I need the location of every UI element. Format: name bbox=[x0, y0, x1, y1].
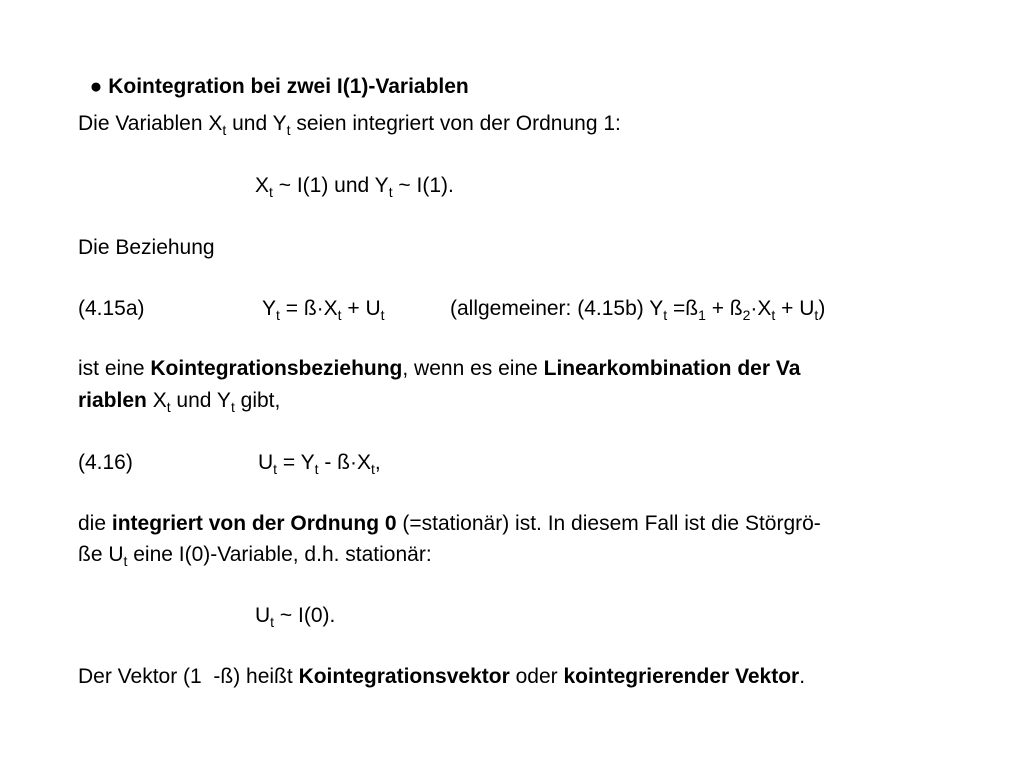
equation-integration-order: $X_t$ ~ I(1) und $Y_t$ ~ I(1). bbox=[255, 174, 454, 200]
equation-4-15b-general: (allgemeiner: (4.15b) $Y_t$ $=ß_1$ + $ß_2\cdot X_t + U_t$) bbox=[450, 297, 826, 323]
equation-4-16-label: (4.16) bbox=[78, 451, 133, 474]
equation-4-16: $U_t = Y_t$ - $ß\cdot X_t$, bbox=[258, 451, 381, 477]
section-heading bbox=[78, 48, 469, 100]
paragraph-cointegration-line2: riablen $X_t$ und $Y_t$ gibt, bbox=[78, 389, 281, 415]
paragraph-variables: Die Variablen $X_t$ und $Y_t$ seien integriert von der Ordnung 1: bbox=[78, 112, 621, 138]
equation-4-15a: $Y_t$ = $ß\cdot X_t + U_t$ bbox=[262, 297, 385, 323]
equation-4-15a-label: (4.15a) bbox=[78, 297, 145, 320]
paragraph-cointegration-vector: Der Vektor (1 -ß) heißt Kointegrationsvektor oder kointegrierender Vektor. bbox=[78, 665, 806, 688]
bullet-icon: ● bbox=[89, 75, 103, 98]
paragraph-relation: Die Beziehung bbox=[78, 236, 215, 259]
paragraph-stationarity-line2: ße $U_t$ eine I(0)-Variable, d.h. stationär: bbox=[78, 543, 432, 569]
paragraph-cointegration-line1: ist eine Kointegrationsbeziehung, wenn es eine Linearkombination der Va bbox=[78, 357, 801, 380]
heading-text: Kointegration bei zwei I(1)-Variablen bbox=[108, 75, 469, 98]
paragraph-stationarity-line1: die integriert von der Ordnung 0 (=stationär) ist. In diesem Fall ist die Störgrö- bbox=[78, 512, 821, 535]
equation-stationary-error: $U_t$ ~ I(0). bbox=[255, 604, 336, 630]
